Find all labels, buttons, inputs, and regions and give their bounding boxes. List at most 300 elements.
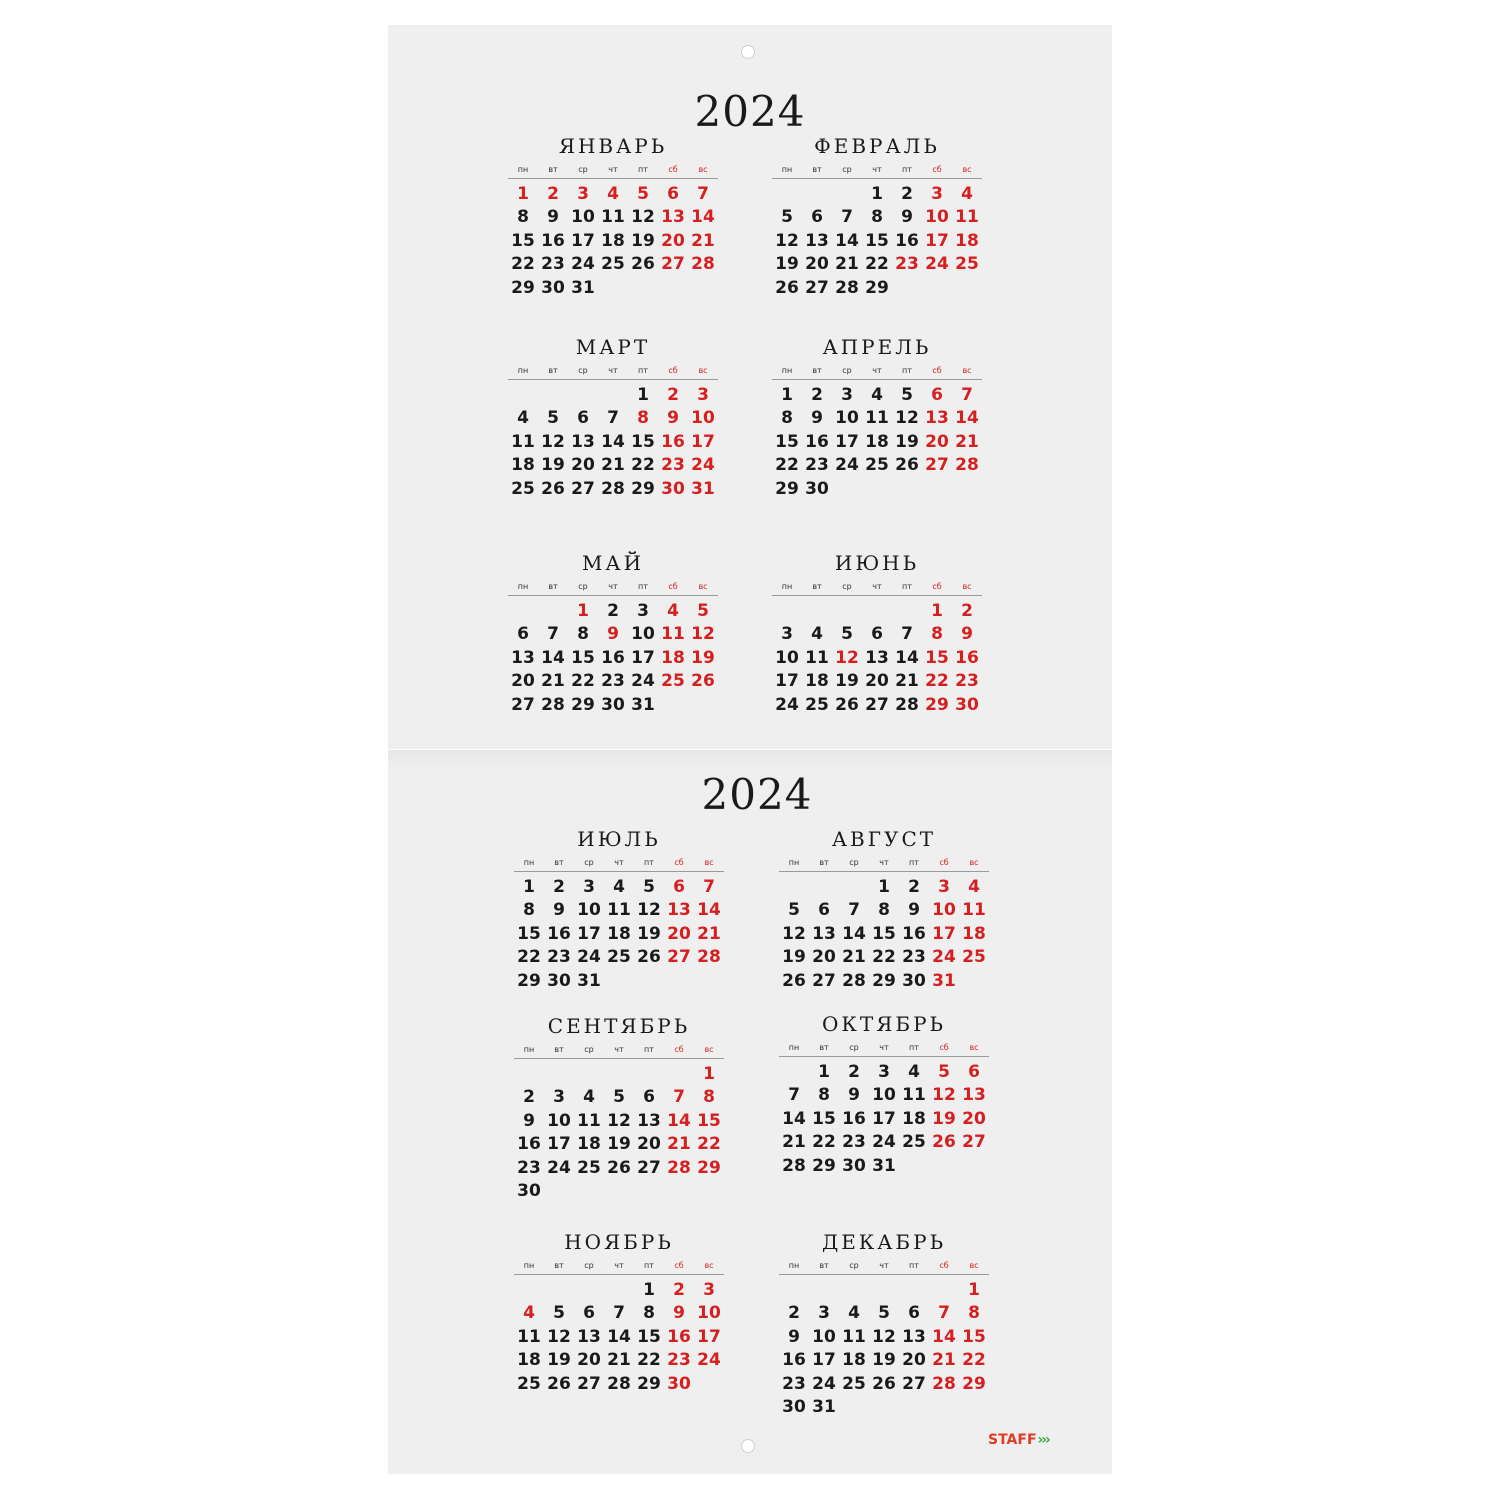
day-cell-holiday: 10: [925, 207, 949, 228]
day-cell: 14: [607, 1326, 631, 1347]
day-cell-holiday: 24: [697, 1350, 721, 1371]
empty-cell: [508, 600, 538, 623]
day-cell-holiday: 16: [661, 431, 685, 452]
day-cell: 20: [865, 671, 889, 692]
day-cell: 21: [607, 1350, 631, 1371]
day-cell: 12: [895, 408, 919, 429]
day-cell: 25: [865, 455, 889, 476]
day-cell: 12: [541, 431, 565, 452]
day-cell: 3: [818, 1303, 830, 1324]
day-cell-holiday: 2: [547, 184, 559, 204]
empty-cell: [779, 1061, 809, 1084]
day-cell: 26: [775, 277, 799, 298]
weekday-label: чт: [879, 1261, 889, 1270]
day-cell: 17: [547, 1134, 571, 1155]
day-cell: 28: [541, 694, 565, 715]
day-cell: 27: [577, 1373, 601, 1394]
day-cell-holiday: 9: [607, 624, 619, 645]
empty-cell: [779, 876, 809, 899]
day-cell: 18: [511, 455, 535, 476]
day-cell: 12: [607, 1110, 631, 1131]
day-cell-holiday: 29: [925, 694, 949, 715]
day-cell: 9: [553, 900, 565, 921]
day-cell: 12: [775, 230, 799, 251]
day-cell: 18: [902, 1108, 926, 1129]
day-cell-holiday: 23: [661, 455, 685, 476]
weekday-label: ср: [842, 582, 852, 591]
weekday-label: чт: [608, 366, 618, 375]
day-cell: 24: [571, 254, 595, 275]
day-cell-holiday: 21: [955, 431, 979, 452]
empty-cell: [514, 1063, 544, 1086]
day-cell: 6: [517, 624, 529, 645]
empty-cell: [538, 384, 568, 407]
day-cell: 13: [511, 647, 535, 668]
day-cell: 29: [631, 478, 655, 499]
day-cell: 19: [782, 947, 806, 968]
month-name: ФЕВРАЛЬ: [814, 134, 940, 158]
weekday-header: [772, 581, 982, 596]
day-cell: 20: [812, 947, 836, 968]
empty-cell: [772, 183, 802, 206]
day-cell-holiday: 8: [931, 624, 943, 645]
day-cell: 18: [842, 1350, 866, 1371]
day-cell-holiday: 26: [691, 671, 715, 692]
day-cell: 8: [517, 207, 529, 228]
days-grid: [514, 1279, 724, 1396]
days-grid: [508, 384, 718, 501]
day-cell: 16: [517, 1134, 541, 1155]
empty-cell: [568, 384, 598, 407]
empty-cell: [802, 600, 832, 623]
day-cell: 21: [895, 671, 919, 692]
empty-cell: [544, 1279, 574, 1302]
day-cell-holiday: 14: [691, 207, 715, 228]
empty-cell: [772, 600, 802, 623]
day-cell: 19: [775, 254, 799, 275]
weekday-header: [779, 1260, 989, 1275]
day-cell-holiday: 9: [961, 624, 973, 645]
day-cell: 31: [577, 970, 601, 991]
day-cell-holiday: 21: [697, 923, 721, 944]
day-cell: 5: [643, 877, 655, 897]
weekday-label: чт: [608, 582, 618, 591]
day-cell: 26: [835, 694, 859, 715]
day-cell-holiday: 6: [968, 1062, 980, 1082]
day-cell: 17: [631, 647, 655, 668]
day-cell: 9: [901, 207, 913, 228]
day-cell: 28: [601, 478, 625, 499]
day-cell: 21: [601, 455, 625, 476]
empty-cell: [604, 1063, 634, 1086]
day-cell-holiday: 30: [955, 694, 979, 715]
day-cell: 21: [541, 671, 565, 692]
day-cell: 30: [782, 1396, 806, 1417]
day-cell: 25: [577, 1157, 601, 1178]
day-cell: 7: [607, 408, 619, 429]
day-cell-holiday: 1: [931, 601, 943, 621]
weekday-label: пт: [909, 1261, 919, 1270]
day-cell: 28: [607, 1373, 631, 1394]
weekday-label: чт: [872, 366, 882, 375]
day-cell: 19: [895, 431, 919, 452]
day-cell: 2: [908, 877, 920, 897]
day-cell-holiday: 23: [667, 1350, 691, 1371]
day-cell: 24: [872, 1132, 896, 1153]
day-cell-holiday: 3: [938, 877, 950, 897]
day-cell: 16: [547, 923, 571, 944]
day-cell: 7: [788, 1085, 800, 1106]
day-cell-holiday: 10: [691, 408, 715, 429]
month-february: [772, 132, 982, 300]
day-cell-holiday: 14: [697, 900, 721, 921]
day-cell-holiday: 13: [925, 408, 949, 429]
day-cell: 11: [607, 900, 631, 921]
day-cell: 9: [908, 900, 920, 921]
month-march: [508, 333, 718, 501]
day-cell: 23: [842, 1132, 866, 1153]
day-cell-holiday: 23: [895, 254, 919, 275]
day-cell: 14: [601, 431, 625, 452]
day-cell: 22: [775, 455, 799, 476]
day-cell-holiday: 4: [667, 601, 679, 621]
day-cell-holiday: 22: [697, 1134, 721, 1155]
weekday-label: чт: [614, 1261, 624, 1270]
day-cell: 29: [511, 277, 535, 298]
weekday-label: вт: [554, 858, 564, 867]
day-cell-holiday: 14: [932, 1326, 956, 1347]
day-cell: 5: [788, 900, 800, 921]
weekday-label: пн: [517, 165, 529, 174]
day-cell: 16: [601, 647, 625, 668]
day-cell: 15: [517, 923, 541, 944]
weekday-label: пн: [781, 366, 793, 375]
day-cell-holiday: 1: [577, 601, 589, 621]
days-grid: [514, 876, 724, 993]
day-cell: 26: [547, 1373, 571, 1394]
day-cell: 3: [583, 877, 595, 897]
day-cell-holiday: 30: [667, 1373, 691, 1394]
day-cell: 14: [782, 1108, 806, 1129]
day-cell-holiday: 27: [925, 455, 949, 476]
weekday-label: вс: [698, 366, 708, 375]
calendar-sheet-jan-jun: [388, 25, 1112, 749]
day-cell: 30: [842, 1155, 866, 1176]
day-cell: 24: [577, 947, 601, 968]
day-cell-holiday: 5: [637, 184, 649, 204]
day-cell: 21: [842, 947, 866, 968]
weekday-label: вт: [819, 1043, 829, 1052]
day-cell: 11: [601, 207, 625, 228]
days-grid: [772, 600, 982, 717]
day-cell: 5: [781, 207, 793, 228]
day-cell: 13: [637, 1110, 661, 1131]
day-cell: 15: [631, 431, 655, 452]
days-grid: [772, 384, 982, 501]
day-cell: 16: [842, 1108, 866, 1129]
weekday-label: сб: [932, 165, 942, 174]
day-cell: 4: [871, 385, 883, 405]
day-cell: 13: [571, 431, 595, 452]
day-cell: 19: [631, 230, 655, 251]
day-cell: 27: [637, 1157, 661, 1178]
weekday-label: пн: [788, 1043, 800, 1052]
day-cell: 4: [613, 877, 625, 897]
day-cell-holiday: 17: [925, 230, 949, 251]
weekday-label: ср: [584, 1045, 594, 1054]
day-cell: 15: [571, 647, 595, 668]
day-cell: 11: [805, 647, 829, 668]
day-cell-holiday: 24: [691, 455, 715, 476]
day-cell: 22: [511, 254, 535, 275]
day-cell: 14: [895, 647, 919, 668]
day-cell: 15: [637, 1326, 661, 1347]
day-cell: 13: [805, 230, 829, 251]
empty-cell: [869, 1279, 899, 1302]
day-cell: 1: [643, 1280, 655, 1300]
day-cell-holiday: 2: [667, 385, 679, 405]
day-cell: 1: [871, 184, 883, 204]
days-grid: [779, 1061, 989, 1178]
month-name: АВГУСТ: [831, 827, 937, 851]
weekday-label: ср: [578, 366, 588, 375]
empty-cell: [809, 1279, 839, 1302]
empty-cell: [538, 600, 568, 623]
days-grid: [779, 876, 989, 993]
day-cell: 29: [517, 970, 541, 991]
day-cell: 31: [872, 1155, 896, 1176]
month-name: НОЯБРЬ: [564, 1230, 674, 1254]
day-cell: 8: [871, 207, 883, 228]
day-cell-holiday: 13: [962, 1085, 986, 1106]
day-cell-holiday: 15: [925, 647, 949, 668]
day-cell-holiday: 28: [955, 455, 979, 476]
weekday-label: вс: [704, 1261, 714, 1270]
day-cell: 4: [517, 408, 529, 429]
days-grid: [508, 183, 718, 300]
weekday-label: пн: [517, 582, 529, 591]
weekday-label: вт: [819, 858, 829, 867]
day-cell: 3: [637, 601, 649, 621]
day-cell-holiday: 8: [968, 1303, 980, 1324]
empty-cell: [892, 600, 922, 623]
day-cell: 6: [811, 207, 823, 228]
day-cell: 6: [818, 900, 830, 921]
day-cell: 8: [643, 1303, 655, 1324]
day-cell: 2: [848, 1062, 860, 1082]
day-cell: 31: [631, 694, 655, 715]
day-cell: 9: [788, 1326, 800, 1347]
weekday-label: пт: [909, 858, 919, 867]
empty-cell: [514, 1279, 544, 1302]
day-cell: 8: [818, 1085, 830, 1106]
day-cell: 7: [848, 900, 860, 921]
day-cell-holiday: 25: [661, 671, 685, 692]
day-cell-holiday: 12: [691, 624, 715, 645]
day-cell: 19: [637, 923, 661, 944]
day-cell: 1: [781, 385, 793, 405]
weekday-label: вт: [548, 165, 558, 174]
weekday-label: вс: [969, 1261, 979, 1270]
day-cell: 27: [865, 694, 889, 715]
days-grid: [779, 1279, 989, 1419]
day-cell-holiday: 28: [667, 1157, 691, 1178]
weekday-label: сб: [668, 582, 678, 591]
day-cell: 1: [523, 877, 535, 897]
weekday-label: чт: [614, 858, 624, 867]
day-cell: 1: [878, 877, 890, 897]
day-cell-holiday: 4: [607, 184, 619, 204]
day-cell: 2: [901, 184, 913, 204]
day-cell: 21: [835, 254, 859, 275]
day-cell-holiday: 12: [835, 647, 859, 668]
day-cell: 14: [541, 647, 565, 668]
day-cell: 12: [872, 1326, 896, 1347]
day-cell-holiday: 19: [932, 1108, 956, 1129]
day-cell-holiday: 11: [962, 900, 986, 921]
day-cell-holiday: 2: [961, 601, 973, 621]
day-cell: 13: [902, 1326, 926, 1347]
day-cell-holiday: 28: [691, 254, 715, 275]
weekday-label: пн: [523, 1045, 535, 1054]
day-cell: 25: [511, 478, 535, 499]
weekday-label: пт: [902, 582, 912, 591]
day-cell: 23: [541, 254, 565, 275]
day-cell-holiday: 20: [661, 230, 685, 251]
day-cell: 13: [812, 923, 836, 944]
weekday-label: вс: [704, 858, 714, 867]
day-cell: 25: [601, 254, 625, 275]
weekday-label: вс: [962, 366, 972, 375]
day-cell-holiday: 13: [667, 900, 691, 921]
month-january: [508, 132, 718, 300]
day-cell-holiday: 6: [667, 184, 679, 204]
day-cell-holiday: 3: [577, 184, 589, 204]
empty-cell: [604, 1279, 634, 1302]
weekday-label: вт: [812, 582, 822, 591]
day-cell: 19: [607, 1134, 631, 1155]
empty-cell: [634, 1063, 664, 1086]
day-cell: 10: [775, 647, 799, 668]
year-title: 2024: [701, 770, 813, 819]
weekday-label: вс: [962, 582, 972, 591]
day-cell: 8: [781, 408, 793, 429]
day-cell-holiday: 27: [962, 1132, 986, 1153]
day-cell: 7: [901, 624, 913, 645]
weekday-label: вт: [812, 165, 822, 174]
day-cell-holiday: 15: [697, 1110, 721, 1131]
day-cell: 13: [865, 647, 889, 668]
day-cell: 4: [583, 1087, 595, 1108]
day-cell: 22: [812, 1132, 836, 1153]
day-cell: 2: [811, 385, 823, 405]
weekday-label: вс: [969, 1043, 979, 1052]
day-cell: 17: [872, 1108, 896, 1129]
weekday-label: вс: [698, 582, 708, 591]
calendar-sheet-jul-dec: [388, 750, 1112, 1474]
month-name: СЕНТЯБРЬ: [547, 1014, 691, 1038]
day-cell-holiday: 3: [697, 385, 709, 405]
empty-cell: [598, 384, 628, 407]
weekday-label: ср: [842, 165, 852, 174]
weekday-label: чт: [872, 582, 882, 591]
day-cell-holiday: 11: [661, 624, 685, 645]
day-cell: 12: [637, 900, 661, 921]
day-cell-holiday: 6: [931, 385, 943, 405]
day-cell: 3: [841, 385, 853, 405]
day-cell: 20: [805, 254, 829, 275]
day-cell: 5: [878, 1303, 890, 1324]
day-cell: 20: [571, 455, 595, 476]
day-cell: 5: [547, 408, 559, 429]
day-cell: 29: [571, 694, 595, 715]
weekday-label: сб: [932, 366, 942, 375]
empty-cell: [832, 183, 862, 206]
month-november: [514, 1228, 724, 1396]
weekday-label: чт: [879, 1043, 889, 1052]
empty-cell: [544, 1063, 574, 1086]
day-cell: 9: [547, 207, 559, 228]
day-cell-holiday: 21: [932, 1350, 956, 1371]
weekday-label: сб: [674, 858, 684, 867]
day-cell-holiday: 24: [925, 254, 949, 275]
weekday-label: пт: [638, 165, 648, 174]
day-cell-holiday: 7: [961, 385, 973, 405]
day-cell-holiday: 21: [667, 1134, 691, 1155]
day-cell: 16: [902, 923, 926, 944]
weekday-label: пн: [781, 165, 793, 174]
day-cell: 24: [812, 1373, 836, 1394]
month-name: АПРЕЛЬ: [822, 335, 932, 359]
day-cell: 27: [812, 970, 836, 991]
weekday-label: вс: [704, 1045, 714, 1054]
weekday-label: вс: [962, 165, 972, 174]
empty-cell: [664, 1063, 694, 1086]
day-cell: 26: [607, 1157, 631, 1178]
day-cell-holiday: 17: [691, 431, 715, 452]
weekday-label: пт: [902, 366, 912, 375]
weekday-label: пн: [523, 858, 535, 867]
day-cell: 6: [643, 1087, 655, 1108]
weekday-header: [772, 164, 982, 179]
day-cell-holiday: 7: [697, 184, 709, 204]
weekday-label: вт: [819, 1261, 829, 1270]
day-cell-holiday: 9: [673, 1303, 685, 1324]
day-cell-holiday: 16: [955, 647, 979, 668]
day-cell-holiday: 22: [925, 671, 949, 692]
hanging-hole: [741, 45, 755, 59]
day-cell-holiday: 14: [667, 1110, 691, 1131]
weekday-label: пт: [902, 165, 912, 174]
day-cell: 24: [631, 671, 655, 692]
day-cell: 7: [613, 1303, 625, 1324]
day-cell: 18: [517, 1350, 541, 1371]
month-name: ИЮЛЬ: [577, 827, 661, 851]
weekday-label: пн: [788, 858, 800, 867]
day-cell-holiday: 3: [931, 184, 943, 204]
day-cell: 29: [812, 1155, 836, 1176]
empty-cell: [574, 1063, 604, 1086]
day-cell-holiday: 13: [661, 207, 685, 228]
day-cell: 11: [902, 1085, 926, 1106]
day-cell: 19: [872, 1350, 896, 1371]
day-cell: 20: [637, 1134, 661, 1155]
day-cell-holiday: 4: [961, 184, 973, 204]
empty-cell: [839, 876, 869, 899]
day-cell: 29: [865, 277, 889, 298]
day-cell: 11: [842, 1326, 866, 1347]
day-cell: 30: [805, 478, 829, 499]
